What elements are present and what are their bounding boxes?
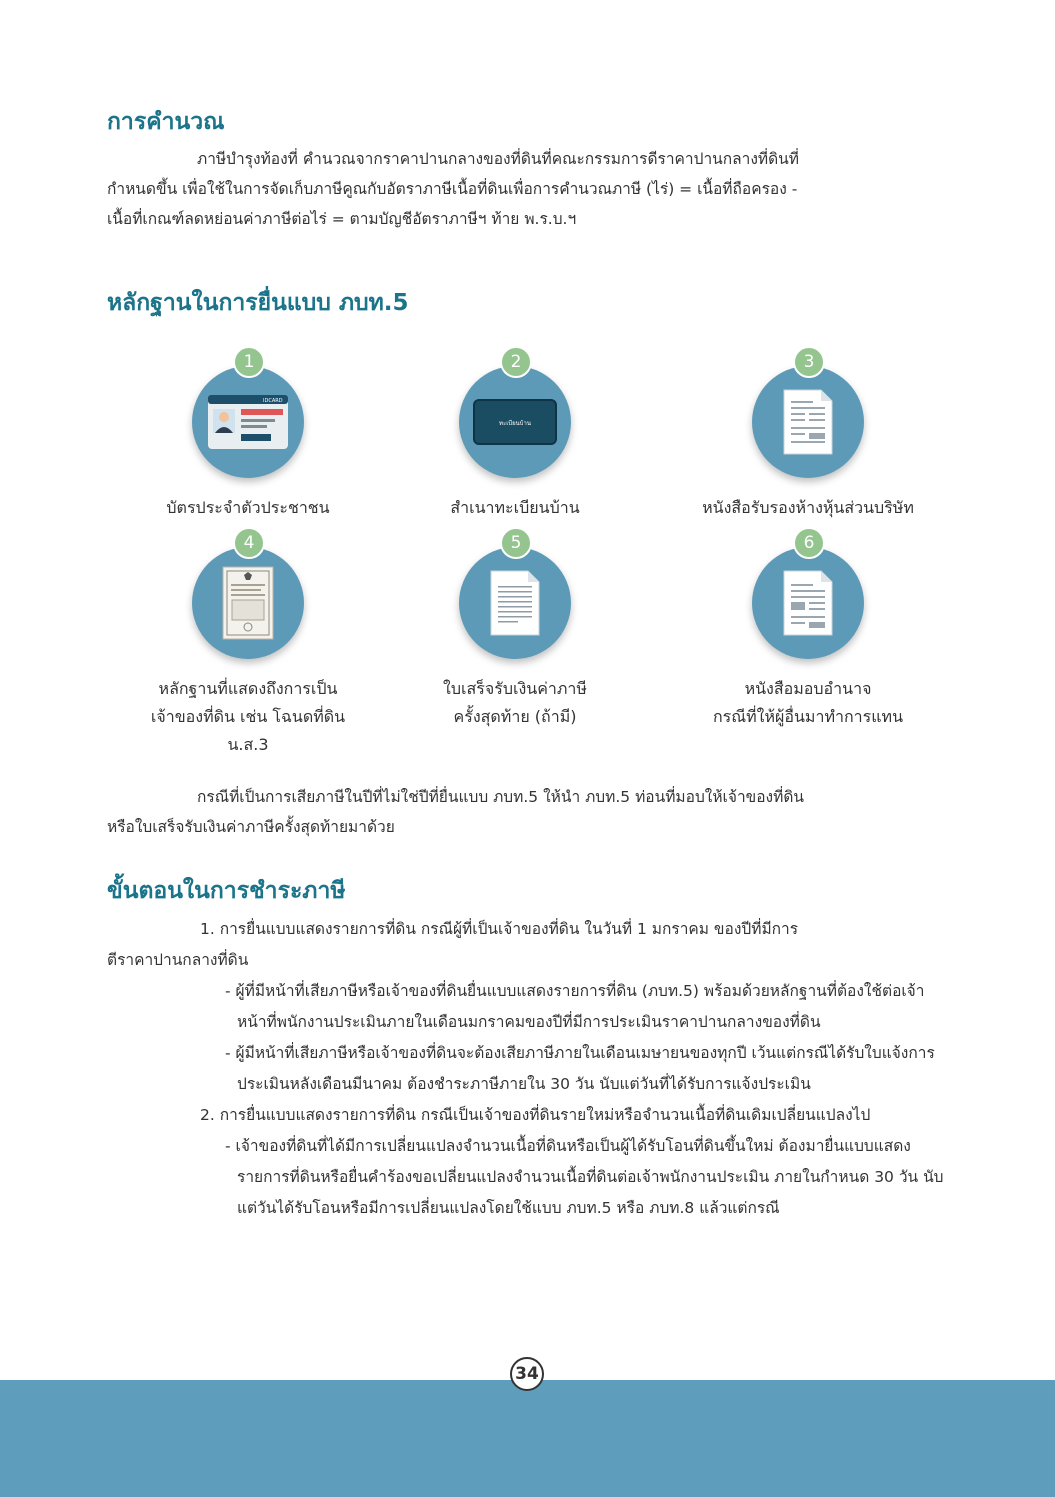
caption-line: หลักฐานที่แสดงถึงการเป็น	[158, 679, 338, 698]
document-caption	[365, 675, 665, 731]
documents-note	[107, 782, 953, 842]
document-item-tax-receipt	[365, 533, 665, 731]
document-circle	[459, 352, 571, 478]
document-item-power-of-attorney	[658, 533, 958, 731]
document-item-company-certificate	[658, 352, 958, 522]
tax-receipt-icon	[490, 570, 540, 636]
footer-band	[0, 1380, 1055, 1497]
note-line-2: หรือใบเสร็จรับเงินค่าภาษีครั้งสุดท้ายมาด้วย	[107, 818, 395, 836]
document-circle	[752, 352, 864, 478]
caption-line: ครั้งสุดท้าย (ถ้ามี)	[453, 707, 577, 726]
caption-line: เจ้าของที่ดิน เช่น โฉนดที่ดิน	[150, 707, 346, 726]
step-1-bullet-1: - ผู้ที่มีหน้าที่เสียภาษีหรือเจ้าของที่ดินยื่นแบบแสดงรายการที่ดิน (ภบท.5) พร้อมด้วยหลักฐานที่ต้องใช้ต่อเจ้าหน้าที่พนักงานประเมินภายในเดือนมกราคมของปีที่มีการประเมินราคาปานกลางของที่ดิน	[225, 982, 925, 1031]
caption-line: กรณีที่ให้ผู้อื่นมาทำการแทน	[712, 707, 904, 726]
calculation-heading: การคำนวณ	[107, 109, 225, 135]
document-circle	[192, 352, 304, 478]
document-number: 3	[793, 346, 825, 378]
id-card-text: IDCARD	[263, 398, 283, 404]
step-1-bullet-2: - ผู้มีหน้าที่เสียภาษีหรือเจ้าของที่ดินจะต้องเสียภาษีภายในเดือนเมษายนของทุกปี เว้นแต่กรณีได้รับใบแจ้งการประเมินหลังเดือนมีนาคม ต้องชำระภาษีภายใน 30 วัน นับแต่วันที่ได้รับการแจ้งประเมิน	[225, 1044, 935, 1093]
document-circle	[459, 533, 571, 659]
step-2-bullet-1: - เจ้าของที่ดินที่ได้มีการเปลี่ยนแปลงจำนวนเนื้อที่ดินหรือเป็นผู้ได้รับโอนที่ดินขึ้นใหม่ ต้องมายื่นแบบแสดงรายการที่ดินหรือยื่นคำร้องขอเปลี่ยนแปลงจำนวนเนื้อที่ดินต่อเจ้าพนักงานประเมิน ภายในกำหนด 30 วัน นับแต่วันได้รับโอนหรือมีการเปลี่ยนแปลงโดยใช้แบบ ภบท.5 หรือ ภบท.8 แล้วแต่กรณี	[225, 1137, 944, 1217]
document-item-house-registration	[365, 352, 665, 522]
document-number: 1	[233, 346, 265, 378]
caption-line: ใบเสร็จรับเงินค่าภาษี	[443, 679, 587, 698]
house-registration-icon	[473, 399, 557, 445]
document-number: 6	[793, 527, 825, 559]
document-caption	[658, 675, 958, 731]
calculation-line-1: ภาษีบำรุงท้องที่ คำนวณจากราคาปานกลางของที่ดินที่คณะกรรมการดีราคาปานกลางที่ดินที่	[197, 150, 799, 168]
id-card-icon	[207, 394, 289, 450]
payment-steps-list	[107, 914, 953, 1224]
step-1-line-1: 1. การยื่นแบบแสดงรายการที่ดิน กรณีผู้ที่เป็นเจ้าของที่ดิน ในวันที่ 1 มกราคม ของปีที่มีการ	[200, 920, 799, 938]
step-1-line-2: ตีราคาปานกลางที่ดิน	[107, 951, 249, 969]
company-certificate-icon	[783, 389, 833, 455]
book-title: ทะเบียนบ้าน	[499, 420, 531, 427]
step-2-line: 2. การยื่นแบบแสดงรายการที่ดิน กรณีเป็นเจ้าของที่ดินรายใหม่หรือจำนวนเนื้อที่ดินเดิมเปลี่ยนแปลงไป	[200, 1106, 871, 1124]
document-caption: บัตรประจำตัวประชาชน	[166, 498, 330, 517]
document-number: 2	[500, 346, 532, 378]
document-item-land-deed	[98, 533, 398, 759]
documents-heading: หลักฐานในการยื่นแบบ ภบท.5	[107, 290, 409, 316]
document-item-id-card	[98, 352, 398, 522]
power-of-attorney-icon	[783, 570, 833, 636]
note-line-1: กรณีที่เป็นการเสียภาษีในปีที่ไม่ใช่ปีที่ยื่นแบบ ภบท.5 ให้นำ ภบท.5 ท่อนที่มอบให้เจ้าของที่ดิน	[197, 788, 804, 806]
calculation-line-2: กำหนดขึ้น เพื่อใช้ในการจัดเก็บภาษีคูณกับอัตราภาษีเนื้อที่ดินเพื่อการคำนวณภาษี (ไร่) = เนื้อที่ถือครอง -	[107, 180, 798, 198]
document-circle	[192, 533, 304, 659]
document-caption	[98, 675, 398, 759]
document-number: 5	[500, 527, 532, 559]
document-circle	[752, 533, 864, 659]
payment-steps-heading: ขั้นตอนในการชำระภาษี	[107, 878, 346, 904]
caption-line: หนังสือมอบอำนาจ	[744, 679, 872, 698]
document-caption: หนังสือรับรองห้างหุ้นส่วนบริษัท	[702, 498, 914, 517]
document-caption: สำเนาทะเบียนบ้าน	[450, 498, 580, 517]
document-number: 4	[233, 527, 265, 559]
caption-line: น.ส.3	[227, 735, 269, 754]
calculation-line-3: เนื้อที่เกณฑ์ลดหย่อนค่าภาษีต่อไร่ = ตามบัญชีอัตราภาษีฯ ท้าย พ.ร.บ.ฯ	[107, 210, 577, 228]
land-deed-icon	[222, 566, 274, 640]
page-number: 34	[510, 1357, 544, 1391]
